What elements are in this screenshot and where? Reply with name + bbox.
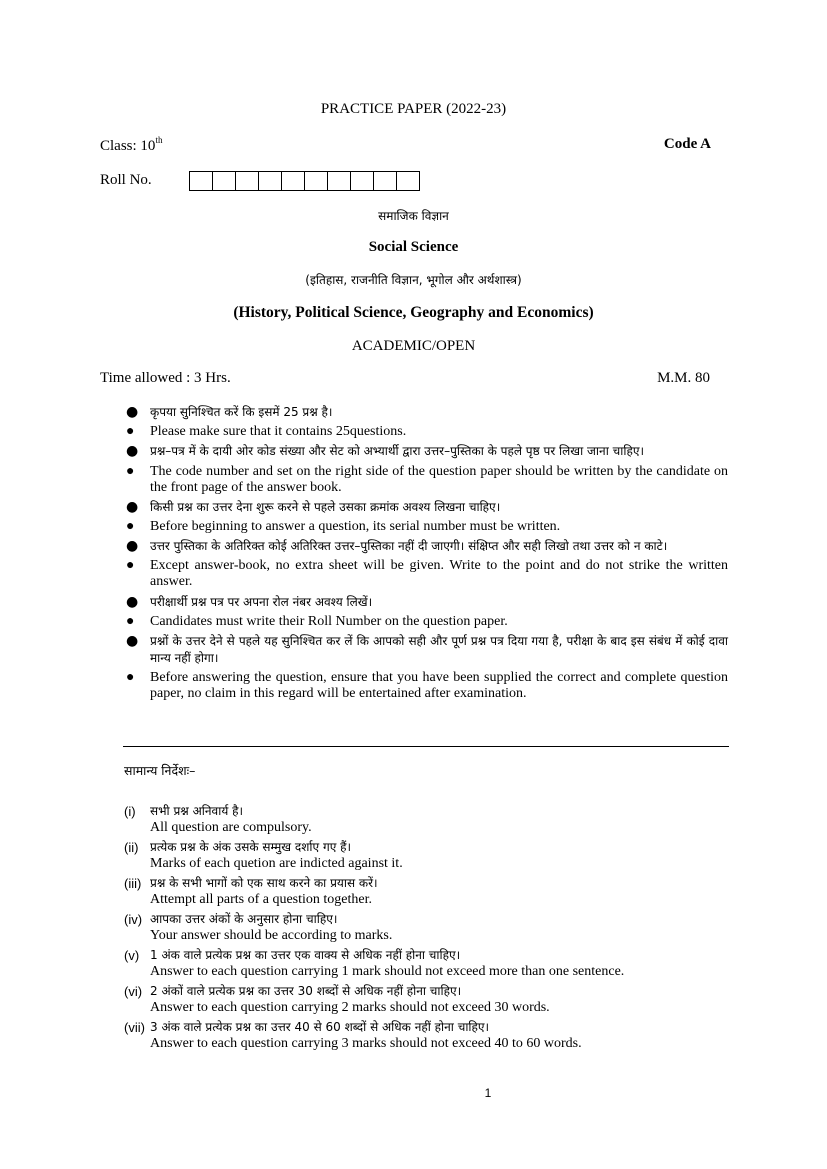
roll-number-boxes bbox=[189, 171, 420, 191]
code-label: Code A bbox=[663, 136, 711, 152]
bullet-icon: ● bbox=[126, 593, 139, 610]
instruction-item bbox=[124, 670, 728, 702]
direction-number: (v) bbox=[124, 948, 140, 963]
direction-english: Marks of each quetion are indicted against it. bbox=[150, 856, 403, 871]
instruction-item bbox=[124, 633, 728, 667]
direction-english: Attempt all parts of a question together. bbox=[150, 892, 373, 907]
direction-english: Answer to each question carrying 3 marks should not exceed 40 to 60 words. bbox=[150, 1036, 582, 1051]
roll-number-box[interactable] bbox=[281, 171, 305, 191]
bullet-icon: ● bbox=[126, 558, 135, 574]
instruction-text: उत्तर पुस्तिका के अतिरिक्त कोई अतिरिक्त उत्तर–पुस्तिका नहीं दी जाएगी। संक्षिप्त और सही लिखो तथा उत्तर को न काटे। bbox=[150, 539, 668, 554]
roll-number-box[interactable] bbox=[350, 171, 374, 191]
direction-hindi: प्रश्न के सभी भागों को एक साथ करने का प्रयास करें। bbox=[150, 876, 378, 890]
instruction-item bbox=[124, 499, 728, 516]
direction-item bbox=[124, 947, 744, 980]
streams-english: (History, Political Science, Geography and Economics) bbox=[233, 304, 594, 321]
subject-hindi: समाजिक विज्ञान bbox=[378, 209, 449, 223]
instructions-list bbox=[124, 404, 728, 705]
bullet-icon: ● bbox=[126, 670, 135, 686]
bullet-icon: ● bbox=[126, 613, 135, 629]
direction-number: (i) bbox=[124, 804, 136, 819]
roll-number-box[interactable] bbox=[212, 171, 236, 191]
instruction-item bbox=[124, 443, 728, 460]
instruction-item bbox=[124, 594, 728, 611]
streams-hindi: (इतिहास, राजनीति विज्ञान, भूगोल और अर्थशास्त्र) bbox=[305, 273, 522, 287]
direction-hindi: 1 अंक वाले प्रत्येक प्रश्न का उत्तर एक वाक्य से अधिक नहीं होना चाहिए। bbox=[150, 948, 461, 962]
instruction-text: Except answer-book, no extra sheet will be given. Write to the point and do not strike the written answer. bbox=[150, 558, 728, 590]
instruction-text: किसी प्रश्न का उत्तर देना शुरू करने से पहले उसका क्रमांक अवश्य लिखना चाहिए। bbox=[150, 499, 501, 514]
direction-english: Your answer should be according to marks. bbox=[150, 928, 393, 943]
direction-item bbox=[124, 839, 744, 872]
class-text: Class: 10 bbox=[100, 138, 156, 154]
instruction-text: परीक्षार्थी प्रश्न पत्र पर अपना रोल नंबर अवश्य लिखें। bbox=[150, 594, 373, 609]
roll-number-box[interactable] bbox=[189, 171, 213, 191]
instruction-item bbox=[124, 424, 728, 440]
general-instructions-heading: सामान्य निर्देशः– bbox=[124, 763, 196, 778]
instruction-text: कृपया सुनिश्चित करें कि इसमें 25 प्रश्न है। bbox=[150, 405, 333, 419]
direction-number: (iv) bbox=[124, 912, 143, 927]
time-allowed: Time allowed : 3 Hrs. bbox=[100, 370, 231, 386]
direction-hindi: 3 अंक वाले प्रत्येक प्रश्न का उत्तर 40 से 60 शब्दों से अधिक नहीं होना चाहिए। bbox=[150, 1020, 490, 1034]
roll-number-label: Roll No. bbox=[100, 172, 152, 188]
direction-item bbox=[124, 983, 744, 1016]
direction-number: (iii) bbox=[124, 876, 142, 891]
bullet-icon: ● bbox=[126, 498, 139, 515]
instruction-text: Before answering the question, ensure that you have been supplied the correct and complete question paper, no claim in this regard will be entertained after examination. bbox=[150, 670, 728, 702]
instruction-item bbox=[124, 464, 728, 496]
bullet-icon: ● bbox=[126, 443, 139, 460]
direction-hindi: प्रत्येक प्रश्न के अंक उसके सम्मुख दर्शाए गए हैं। bbox=[150, 840, 352, 854]
instruction-item bbox=[124, 404, 728, 421]
bullet-icon: ● bbox=[126, 404, 139, 420]
class-superscript: th bbox=[155, 135, 163, 145]
subject-english: Social Science bbox=[368, 239, 459, 255]
instruction-item bbox=[124, 558, 728, 590]
instruction-text: प्रश्नों के उत्तर देने से पहले यह सुनिश्चित कर लें कि आपको सही और पूर्ण प्रश्न पत्र दिया गया है, परीक्षा के बाद इस संबंध में कोई दावा मान्य नहीं होगा। bbox=[150, 633, 728, 665]
roll-number-box[interactable] bbox=[258, 171, 282, 191]
instruction-item bbox=[124, 614, 728, 630]
direction-english: Answer to each question carrying 2 marks should not exceed 30 words. bbox=[150, 1000, 550, 1015]
direction-number: (ii) bbox=[124, 840, 139, 855]
instruction-text: Before beginning to answer a question, its serial number must be written. bbox=[150, 518, 561, 534]
direction-hindi: 2 अंकों वाले प्रत्येक प्रश्न का उत्तर 30 शब्दों से अधिक नहीं होना चाहिए। bbox=[150, 984, 462, 998]
roll-number-box[interactable] bbox=[396, 171, 420, 191]
class-label bbox=[100, 136, 162, 155]
direction-english: Answer to each question carrying 1 mark should not exceed more than one sentence. bbox=[150, 964, 625, 979]
bullet-icon: ● bbox=[126, 538, 139, 555]
instruction-text: प्रश्न–पत्र में के दायी ओर कोड संख्या और सेट को अभ्यार्थी द्वारा उत्तर–पुस्तिका के पहले पृष्ठ पर लिखा जाना चाहिए। bbox=[150, 444, 645, 459]
direction-english: All question are compulsory. bbox=[150, 820, 312, 835]
paper-title: PRACTICE PAPER (2022-23) bbox=[320, 101, 507, 117]
roll-number-box[interactable] bbox=[235, 171, 259, 191]
direction-hindi: सभी प्रश्न अनिवार्य है। bbox=[150, 804, 244, 818]
roll-number-box[interactable] bbox=[373, 171, 397, 191]
direction-item bbox=[124, 1019, 744, 1052]
direction-item bbox=[124, 911, 744, 944]
bullet-icon: ● bbox=[126, 424, 135, 440]
bullet-icon: ● bbox=[126, 463, 135, 479]
general-directions-list bbox=[124, 803, 744, 1055]
direction-hindi: आपका उत्तर अंकों के अनुसार होना चाहिए। bbox=[150, 912, 338, 926]
instruction-text: Candidates must write their Roll Number on the question paper. bbox=[150, 613, 508, 629]
section-divider bbox=[123, 746, 729, 747]
academic-open-label: ACADEMIC/OPEN bbox=[351, 338, 476, 354]
instruction-text: The code number and set on the right side of the question paper should be written by the candidate on the front page of the answer book. bbox=[150, 463, 728, 495]
instruction-text: Please make sure that it contains 25questions. bbox=[150, 424, 407, 440]
direction-item bbox=[124, 875, 744, 908]
bullet-icon: ● bbox=[126, 518, 135, 534]
roll-number-box[interactable] bbox=[327, 171, 351, 191]
direction-number: (vii) bbox=[124, 1020, 145, 1035]
direction-item bbox=[124, 803, 744, 836]
roll-number-box[interactable] bbox=[304, 171, 328, 191]
instruction-item bbox=[124, 519, 728, 535]
direction-number: (vi) bbox=[124, 984, 143, 999]
maximum-marks: M.M. 80 bbox=[657, 370, 710, 386]
bullet-icon: ● bbox=[126, 632, 139, 649]
instruction-item bbox=[124, 538, 728, 555]
page-number: 1 bbox=[484, 1086, 492, 1100]
